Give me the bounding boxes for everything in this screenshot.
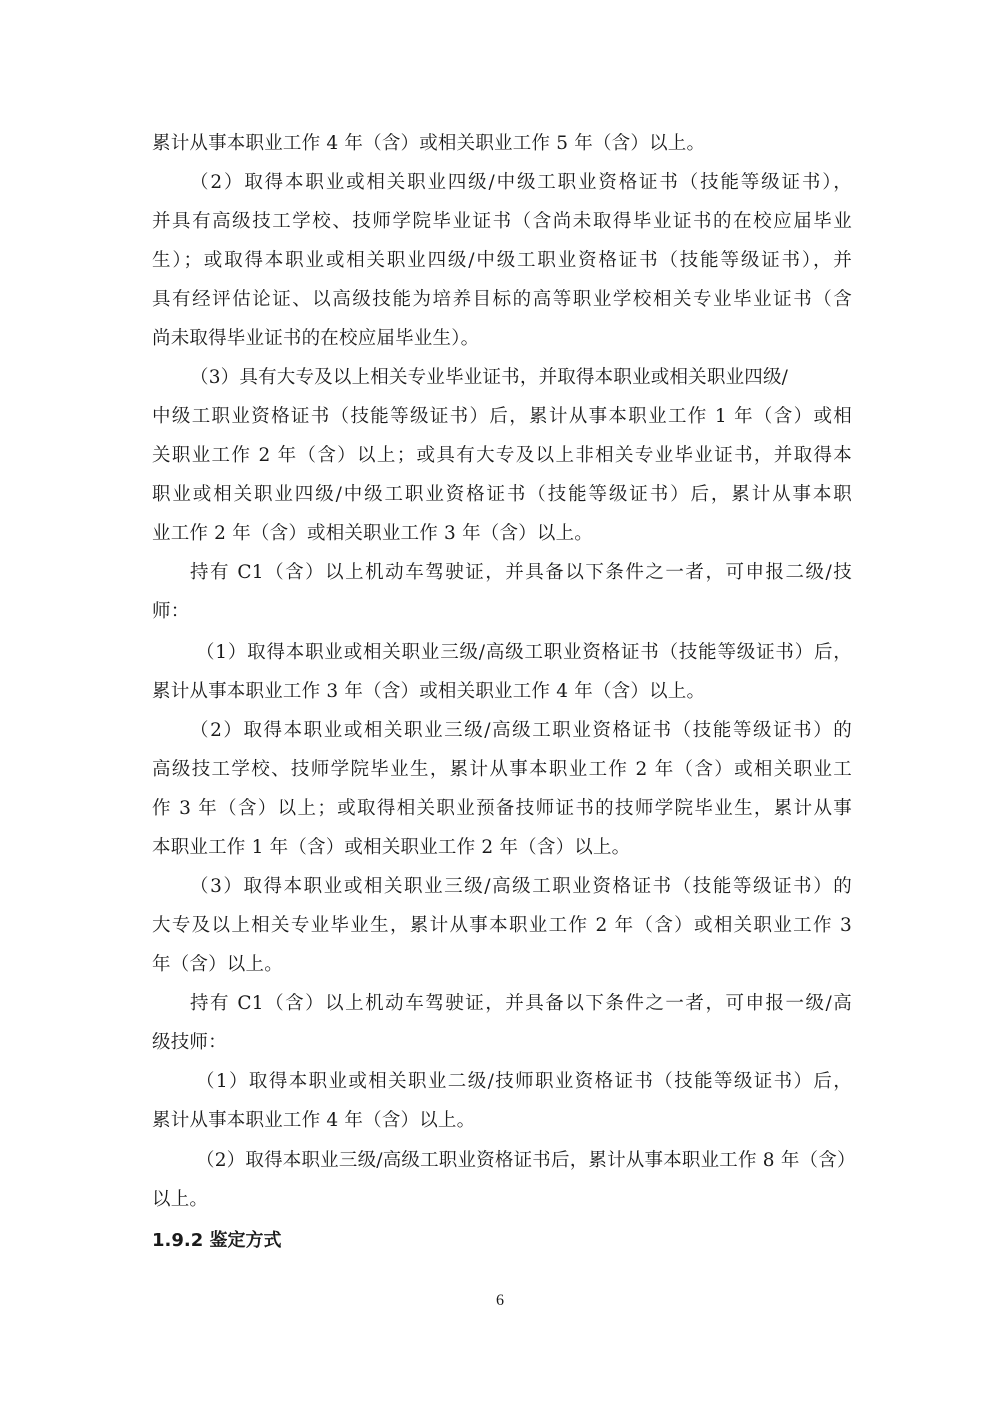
text-line: 师： bbox=[152, 601, 190, 622]
text-line: （3）具有大专及以上相关专业毕业证书，并取得本职业或相关职业四级/ bbox=[190, 367, 789, 388]
text-line: 持有 C1（含）以上机动车驾驶证，并具备以下条件之一者，可申报一级/高 bbox=[190, 993, 852, 1014]
text-line: 累计从事本职业工作 4 年（含）以上。 bbox=[152, 1110, 476, 1131]
text-line: 职业或相关职业四级/中级工职业资格证书（技能等级证书）后，累计从事本职 bbox=[152, 484, 852, 505]
text-line: 并具有高级技工学校、技师学院毕业证书（含尚未取得毕业证书的在校应届毕业 bbox=[152, 211, 852, 232]
text-line: 作 3 年（含）以上；或取得相关职业预备技师证书的技师学院毕业生，累计从事 bbox=[152, 798, 852, 819]
text-line: 累计从事本职业工作 4 年（含）或相关职业工作 5 年（含）以上。 bbox=[152, 133, 706, 154]
section-heading: 1.9.2 鉴定方式 bbox=[152, 1230, 282, 1251]
text-line: 以上。 bbox=[152, 1189, 209, 1210]
text-line: 累计从事本职业工作 3 年（含）或相关职业工作 4 年（含）以上。 bbox=[152, 681, 706, 702]
text-line: 年（含）以上。 bbox=[152, 954, 283, 975]
text-line: 尚未取得毕业证书的在校应届毕业生）。 bbox=[152, 328, 480, 349]
text-line: 具有经评估论证、以高级技能为培养目标的高等职业学校相关专业毕业证书（含 bbox=[152, 289, 852, 310]
text-line: 级技师： bbox=[152, 1032, 227, 1053]
text-line: （2）取得本职业或相关职业三级/高级工职业资格证书（技能等级证书）的 bbox=[190, 720, 852, 741]
text-line: （3）取得本职业或相关职业三级/高级工职业资格证书（技能等级证书）的 bbox=[190, 876, 852, 897]
text-line: （1）取得本职业或相关职业二级/技师职业资格证书（技能等级证书）后， bbox=[196, 1071, 852, 1092]
text-line: 持有 C1（含）以上机动车驾驶证，并具备以下条件之一者，可申报二级/技 bbox=[190, 562, 852, 583]
text-line: 中级工职业资格证书（技能等级证书）后，累计从事本职业工作 1 年（含）或相 bbox=[152, 406, 852, 427]
text-line: 业工作 2 年（含）或相关职业工作 3 年（含）以上。 bbox=[152, 523, 593, 544]
text-line: 本职业工作 1 年（含）或相关职业工作 2 年（含）以上。 bbox=[152, 837, 631, 858]
text-line: 生）；或取得本职业或相关职业四级/中级工职业资格证书（技能等级证书），并 bbox=[152, 250, 852, 271]
text-line: 大专及以上相关专业毕业生，累计从事本职业工作 2 年（含）或相关职业工作 3 bbox=[152, 915, 852, 936]
text-line: 高级技工学校、技师学院毕业生，累计从事本职业工作 2 年（含）或相关职业工 bbox=[152, 759, 852, 780]
page-number: 6 bbox=[496, 1292, 504, 1309]
text-line: （2）取得本职业或相关职业四级/中级工职业资格证书（技能等级证书）， bbox=[190, 172, 852, 193]
text-line: 关职业工作 2 年（含）以上；或具有大专及以上非相关专业毕业证书，并取得本 bbox=[152, 445, 852, 466]
text-line: （1）取得本职业或相关职业三级/高级工职业资格证书（技能等级证书）后， bbox=[196, 642, 852, 663]
text-line: （2）取得本职业三级/高级工职业资格证书后，累计从事本职业工作 8 年（含） bbox=[196, 1150, 856, 1171]
